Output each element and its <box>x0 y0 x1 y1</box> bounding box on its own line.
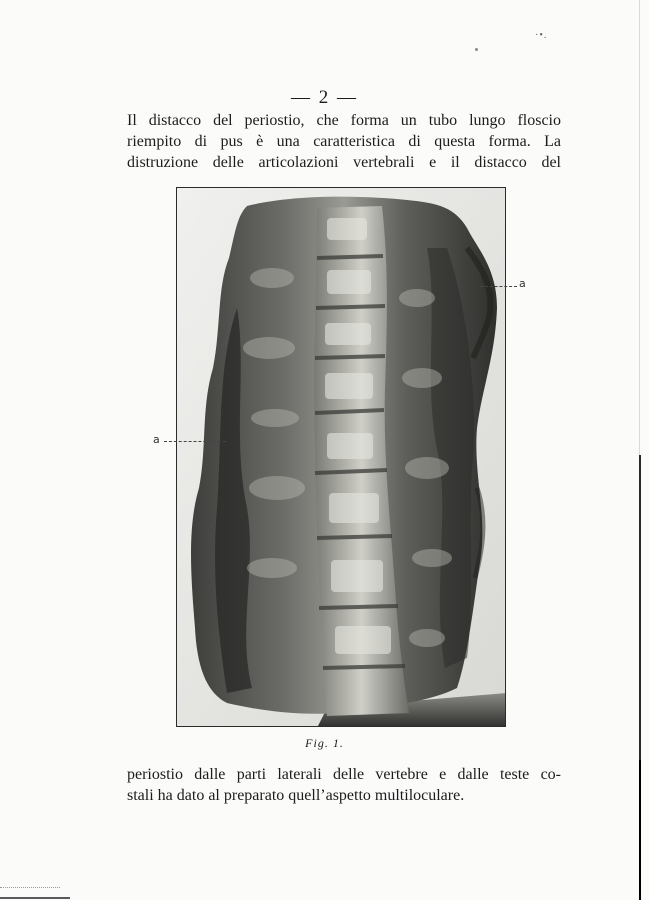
page-edge-shadow-lower <box>639 760 641 900</box>
leader-line-right <box>480 286 517 287</box>
text-line: riempito di pus è una caratteristica di questa forma. La <box>127 133 561 150</box>
page-edge-bottom <box>0 897 70 899</box>
ink-dot <box>475 48 478 51</box>
figure-label-right: a <box>519 277 526 290</box>
text-line: Il distacco del periostio, che forma un tubo lungo floscio <box>127 112 561 129</box>
specimen-photo <box>177 188 506 727</box>
paragraph-bottom <box>127 764 561 806</box>
text-line: periostio dalle parti laterali delle vertebre e dalle teste co- <box>127 766 561 783</box>
paragraph-top <box>127 110 561 173</box>
ink-smudge: ·•. <box>535 30 548 41</box>
leader-line-left <box>164 441 226 442</box>
text-line: distruzione delle articolazioni vertebrali e il distacco del <box>127 154 561 171</box>
page-edge-bottom-dots <box>0 887 60 889</box>
text-line: stali ha dato al preparato quell’aspetto multiloculare. <box>127 787 465 804</box>
figure-photograph <box>176 187 506 727</box>
page-number: — 2 — <box>291 87 358 108</box>
figure-label-left: a <box>153 433 160 446</box>
figure-caption: Fig. 1. <box>305 736 344 750</box>
